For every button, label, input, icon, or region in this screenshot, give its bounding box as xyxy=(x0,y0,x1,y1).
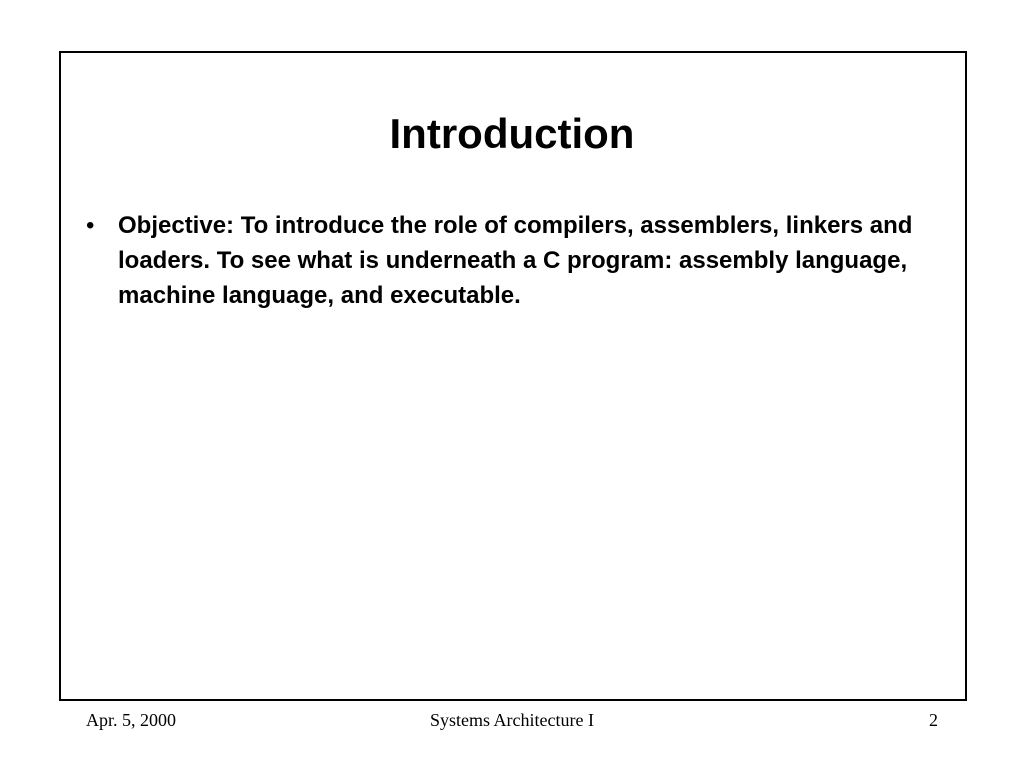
footer-page-number: 2 xyxy=(929,710,938,730)
bullet-list xyxy=(80,208,950,313)
bullet-item xyxy=(80,208,950,313)
footer-course-name: Systems Architecture I xyxy=(430,710,594,730)
bullet-text: Objective: To introduce the role of compilers, assemblers, linkers and loaders. To see what is underneath a C program: assembly language, machine language, and executable. xyxy=(118,212,913,309)
slide-title: Introduction xyxy=(389,110,635,157)
bullet-marker: • xyxy=(86,212,95,239)
footer-date: Apr. 5, 2000 xyxy=(86,710,176,730)
